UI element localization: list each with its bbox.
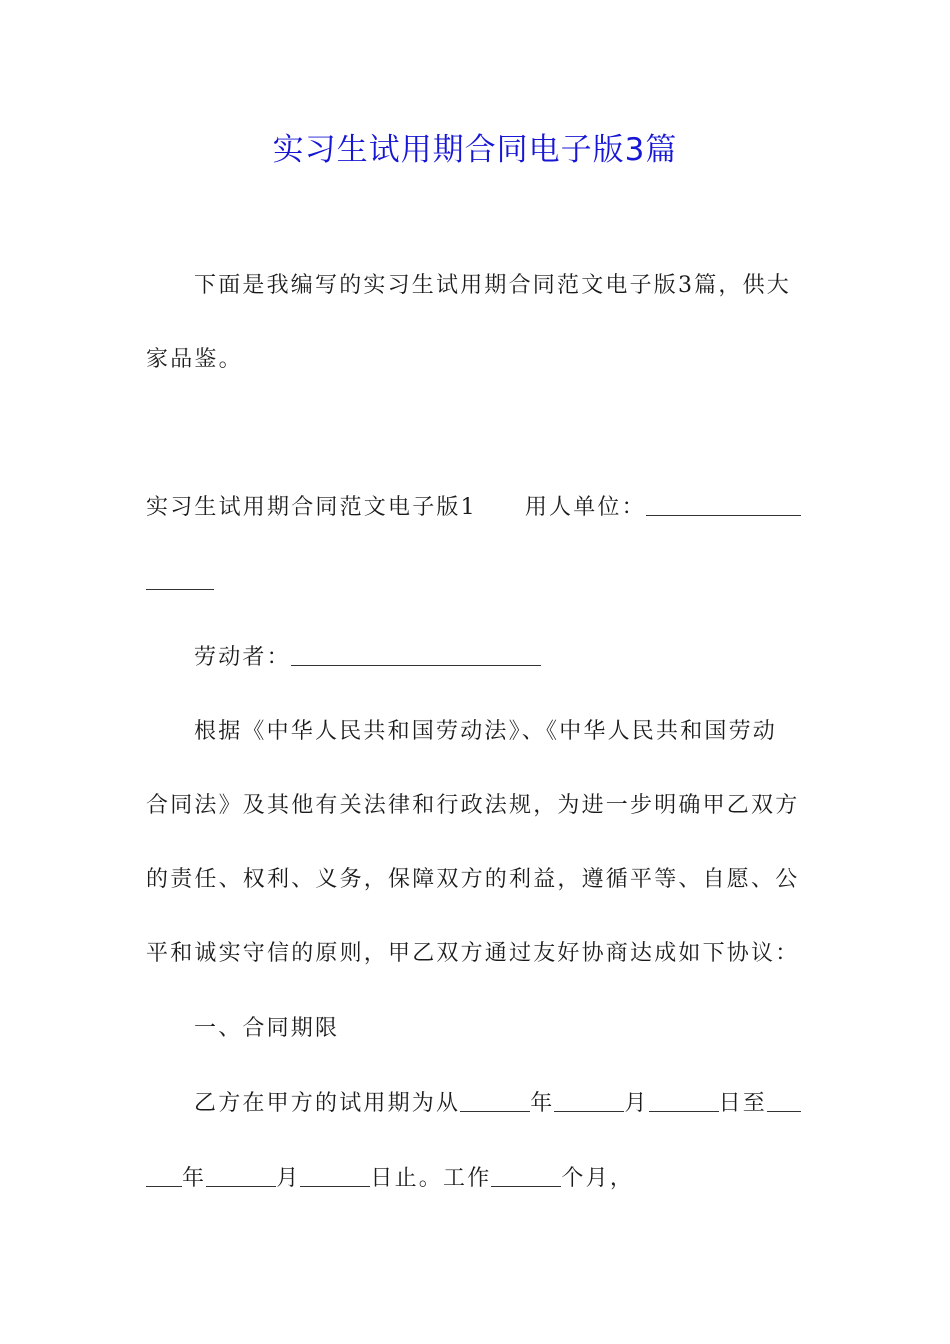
end-year-blank-continued[interactable] xyxy=(146,1164,182,1187)
month-label-2: 月 xyxy=(276,1166,301,1191)
paragraph-line-2: 合同法》及其他有关法律和行政法规，为进一步明确甲乙双方 xyxy=(146,793,800,818)
start-month-blank[interactable] xyxy=(554,1089,624,1112)
intro-line-1: 下面是我编写的实习生试用期合同范文电子版3篇，供大 xyxy=(194,273,791,298)
year-label-2: 年 xyxy=(182,1166,207,1191)
term-line-1 xyxy=(194,1088,810,1120)
employer-label: 用人单位： xyxy=(524,495,646,520)
year-label: 年 xyxy=(530,1091,555,1116)
document-title: 实习生试用期合同电子版3篇 xyxy=(272,132,678,168)
section-1-heading: 实习生试用期合同范文电子版1 xyxy=(146,495,477,520)
paragraph-line-4: 平和诚实守信的原则，甲乙双方通过友好协商达成如下协议： xyxy=(146,941,800,966)
employer-blank-continued[interactable] xyxy=(146,567,214,590)
employer-blank[interactable] xyxy=(646,493,801,516)
worker-label: 劳动者： xyxy=(194,645,291,670)
end-day-blank[interactable] xyxy=(300,1164,370,1187)
worker-line xyxy=(194,642,810,674)
start-year-blank[interactable] xyxy=(460,1089,530,1112)
worker-blank[interactable] xyxy=(291,643,541,666)
end-month-blank[interactable] xyxy=(206,1164,276,1187)
month-label: 月 xyxy=(624,1091,649,1116)
clause-1-heading: 一、合同期限 xyxy=(194,1016,340,1041)
employer-blank-continued-line xyxy=(146,566,810,598)
start-day-blank[interactable] xyxy=(649,1089,719,1112)
section-1-header-line xyxy=(146,492,810,524)
intro-line-2: 家品鉴。 xyxy=(146,347,243,372)
months-suffix: 个月， xyxy=(561,1166,635,1191)
day-end-label: 日止。工作 xyxy=(370,1166,492,1191)
term-prefix: 乙方在甲方的试用期为从 xyxy=(194,1091,461,1116)
months-count-blank[interactable] xyxy=(491,1164,561,1187)
day-to-label: 日至 xyxy=(718,1091,768,1116)
paragraph-line-1: 根据《中华人民共和国劳动法》、《中华人民共和国劳动 xyxy=(194,719,778,744)
paragraph-line-3: 的责任、权利、义务，保障双方的利益，遵循平等、自愿、公 xyxy=(146,867,800,892)
end-year-blank[interactable] xyxy=(767,1089,801,1112)
term-line-2 xyxy=(146,1163,810,1195)
